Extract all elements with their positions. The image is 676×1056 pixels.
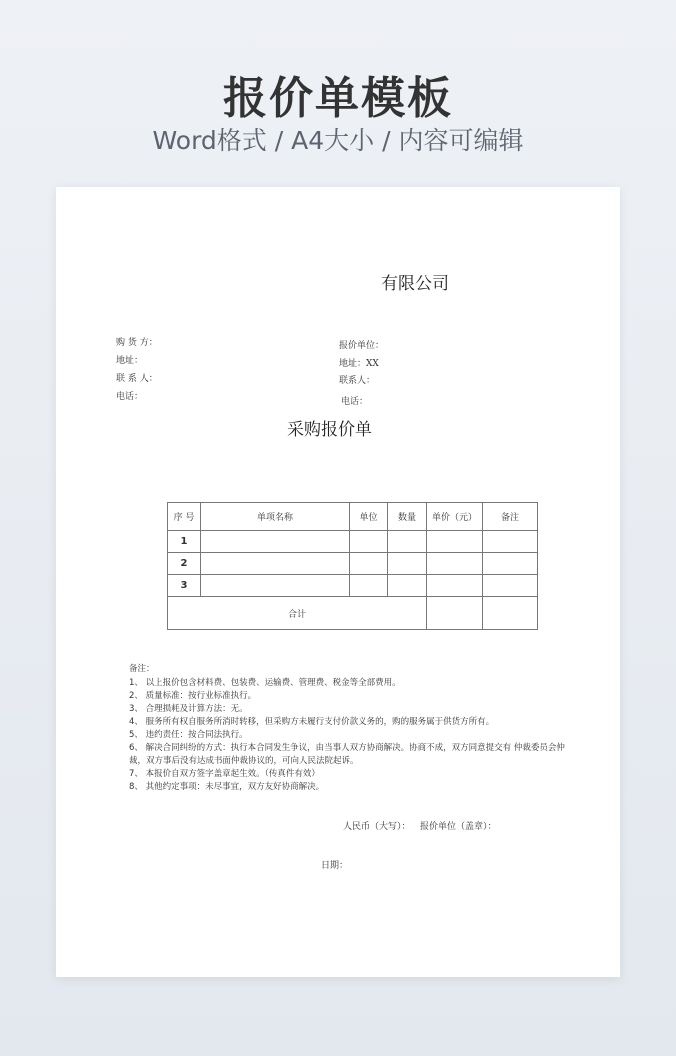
rmb-label: 人民币（大写）： xyxy=(343,822,411,832)
note-item: 裁，双方事后没有达成书面仲裁协议的，可向人民法院起诉。 xyxy=(129,756,359,766)
row-number: 3 xyxy=(168,575,201,597)
company-name: 有限公司 xyxy=(381,274,449,294)
note-item: 2、 质量标准：按行业标准执行。 xyxy=(129,691,257,701)
total-label: 合计 xyxy=(168,597,427,630)
cell-item-name xyxy=(201,531,350,553)
notes-title: 备注： xyxy=(129,664,155,674)
row-number: 2 xyxy=(168,553,201,575)
cell-remarks xyxy=(483,575,538,597)
cell-unit-price xyxy=(427,531,483,553)
note-item: 3、 合理损耗及计算方法：无。 xyxy=(129,704,248,714)
cell-unit xyxy=(350,531,388,553)
notes-section xyxy=(129,663,565,794)
cell-unit-price xyxy=(427,575,483,597)
seller-contact-label: 联系人： xyxy=(339,376,376,386)
row-number: 1 xyxy=(168,531,201,553)
seller-unit-label: 报价单位： xyxy=(339,341,385,351)
table-row xyxy=(168,575,538,597)
note-item: 4、 服务所有权自服务所消时转移，但采购方未履行支付价款义务的，购的服务属于供货方所有。 xyxy=(129,717,495,727)
form-title: 采购报价单 xyxy=(287,420,372,440)
header-item-name: 单项名称 xyxy=(201,503,350,531)
buyer-purchaser-label: 购 货 方： xyxy=(116,338,158,348)
cell-quantity xyxy=(388,553,427,575)
table-row xyxy=(168,553,538,575)
seal-label: 报价单位（盖章）： xyxy=(420,822,497,832)
header-unit: 单位 xyxy=(350,503,388,531)
header-seq: 序 号 xyxy=(168,503,201,531)
buyer-address-label: 地址： xyxy=(116,356,144,366)
header-remarks: 备注 xyxy=(483,503,538,531)
note-item: 8、 其他约定事项：未尽事宜，双方友好协商解决。 xyxy=(129,782,325,792)
banner-subtitle: Word格式 / A4大小 / 内容可编辑 xyxy=(152,126,524,155)
note-item: 5、 违约责任：按合同法执行。 xyxy=(129,730,248,740)
note-item: 7、 本报价自双方签字盖章起生效。（传真件有效） xyxy=(129,769,320,779)
cell-quantity xyxy=(388,575,427,597)
cell-item-name xyxy=(201,575,350,597)
header-quantity: 数量 xyxy=(388,503,427,531)
note-item: 6、 解决合同纠纷的方式：执行本合同发生争议，由当事人双方协商解决。协商不成，双方同意提交有 仲裁委员会仲 xyxy=(129,743,565,753)
cell-remarks xyxy=(483,531,538,553)
quote-table xyxy=(167,502,538,630)
date-label: 日期： xyxy=(321,861,349,871)
table-row xyxy=(168,531,538,553)
cell-quantity xyxy=(388,531,427,553)
seller-phone-label: 电话： xyxy=(341,397,369,407)
total-amount xyxy=(427,597,483,630)
cell-item-name xyxy=(201,553,350,575)
buyer-contact-label: 联 系 人： xyxy=(116,374,158,384)
table-header-row xyxy=(168,503,538,531)
note-item: 1、 以上报价包含材料费、包装费、运输费、管理费、税金等全部费用。 xyxy=(129,678,401,688)
seller-address-label: 地址：XX xyxy=(339,359,379,369)
banner-title: 报价单模板 xyxy=(223,73,453,124)
buyer-phone-label: 电话： xyxy=(116,392,144,402)
cell-remarks xyxy=(483,553,538,575)
header-unit-price: 单价（元） xyxy=(427,503,483,531)
table-total-row xyxy=(168,597,538,630)
total-remarks xyxy=(483,597,538,630)
cell-unit xyxy=(350,553,388,575)
cell-unit-price xyxy=(427,553,483,575)
cell-unit xyxy=(350,575,388,597)
